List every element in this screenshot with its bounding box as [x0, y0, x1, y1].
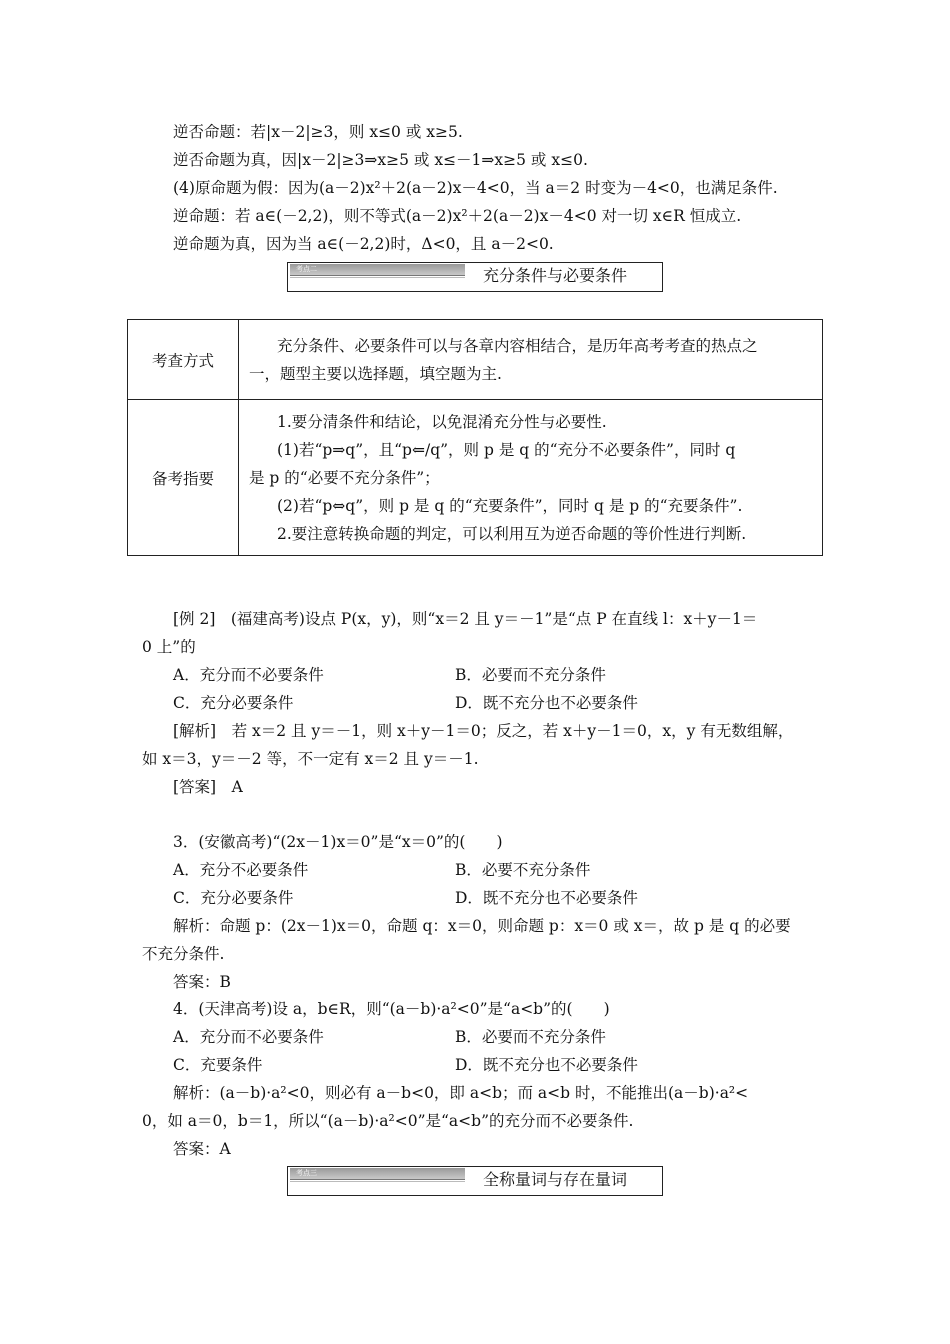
section-tag: 考点二	[290, 264, 465, 276]
option-b: B．必要而不充分条件	[455, 1028, 606, 1046]
option-d: D．既不充分也不必要条件	[455, 889, 638, 907]
text-line: 逆命题为真，因为当 a∈(－2,2)时，Δ<0，且 a－2<0.	[173, 235, 554, 253]
analysis-line: 解析：(a－b)·a²<0，则必有 a－b<0，即 a<b；而 a<b 时，不能推出(a－b)·a²<	[173, 1084, 749, 1102]
text-line: (4)原命题为假：因为(a－2)x²＋2(a－2)x－4<0，当 a＝2 时变为－4<0，也满足条件.	[173, 179, 778, 197]
table-body-cell: 充分条件、必要条件可以与各章内容相结合，是历年高考考查的热点之 一，题型主要以选择题，填空题为主.	[239, 320, 823, 400]
question-stem: 4．(天津高考)设 a，b∈R，则“(a－b)·a²<0”是“a<b”的( )	[173, 1000, 610, 1018]
option-b: B．必要不充分条件	[455, 861, 591, 879]
option-a: A．充分而不必要条件	[173, 1028, 324, 1046]
answer-line: [答案] A	[173, 778, 243, 796]
text-line: 逆否命题：若|x－2|≥3，则 x≤0 或 x≥5.	[173, 123, 463, 141]
table-body-cell: 1.要分清条件和结论，以免混淆充分性与必要性. (1)若“p⇒q”，且“p⇐/q”，则 p 是 q 的“充分不必要条件”，同时 q 是 p 的“必要不充分条件”； (2)若“p⇔q”，则 p 是 q 的“充要条件”，同时 q 是 p 的“充要条件”. 2.要注意转换命题的判定，可以利用互为逆否命题的等价性进行判断.	[239, 400, 823, 556]
option-d: D．既不充分也不必要条件	[455, 1056, 638, 1074]
option-a: A．充分不必要条件	[173, 861, 309, 879]
option-b: B．必要而不充分条件	[455, 666, 606, 684]
section-title: 全称量词与存在量词	[483, 1170, 628, 1189]
table-head-cell: 备考指要	[128, 400, 239, 556]
section-banner	[287, 262, 663, 292]
text-line: 逆命题：若 a∈(－2,2)，则不等式(a－2)x²＋2(a－2)x－4<0 对一切 x∈R 恒成立.	[173, 207, 742, 225]
section-title: 充分条件与必要条件	[483, 266, 628, 285]
section-banner	[287, 1166, 663, 1196]
option-c: C．充要条件	[173, 1056, 263, 1074]
option-d: D．既不充分也不必要条件	[455, 694, 638, 712]
analysis-line: 解析：命题 p：(2x－1)x＝0，命题 q：x＝0，则命题 p：x＝0 或 x＝，故 p 是 q 的必要	[173, 917, 791, 935]
option-a: A．充分而不必要条件	[173, 666, 324, 684]
option-c: C．充分必要条件	[173, 694, 294, 712]
analysis-line: 如 x＝3，y＝－2 等，不一定有 x＝2 且 y＝－1.	[142, 750, 479, 768]
answer-line: 答案：B	[173, 973, 231, 991]
answer-line: 答案：A	[173, 1140, 231, 1158]
example-stem: 0 上”的	[142, 638, 196, 656]
option-c: C．充分必要条件	[173, 889, 294, 907]
exam-guide-table	[127, 319, 823, 556]
section-tag: 考点三	[290, 1168, 465, 1180]
analysis-line: 不充分条件.	[142, 945, 225, 963]
analysis-line: 0，如 a＝0，b＝1，所以“(a－b)·a²<0”是“a<b”的充分而不必要条件.	[142, 1112, 634, 1130]
analysis-line: [解析] 若 x＝2 且 y＝－1，则 x＋y－1＝0；反之，若 x＋y－1＝0，x，y 有无数组解，	[173, 722, 794, 740]
text-line: 逆否命题为真，因|x－2|≥3⇒x≥5 或 x≤－1⇒x≥5 或 x≤0.	[173, 151, 588, 169]
table-head-cell: 考查方式	[128, 320, 239, 400]
example-stem: [例 2] (福建高考)设点 P(x，y)，则“x＝2 且 y＝－1”是“点 P 在直线 l：x＋y－1＝	[173, 610, 758, 628]
question-stem: 3．(安徽高考)“(2x－1)x＝0”是“x＝0”的( )	[173, 833, 503, 851]
